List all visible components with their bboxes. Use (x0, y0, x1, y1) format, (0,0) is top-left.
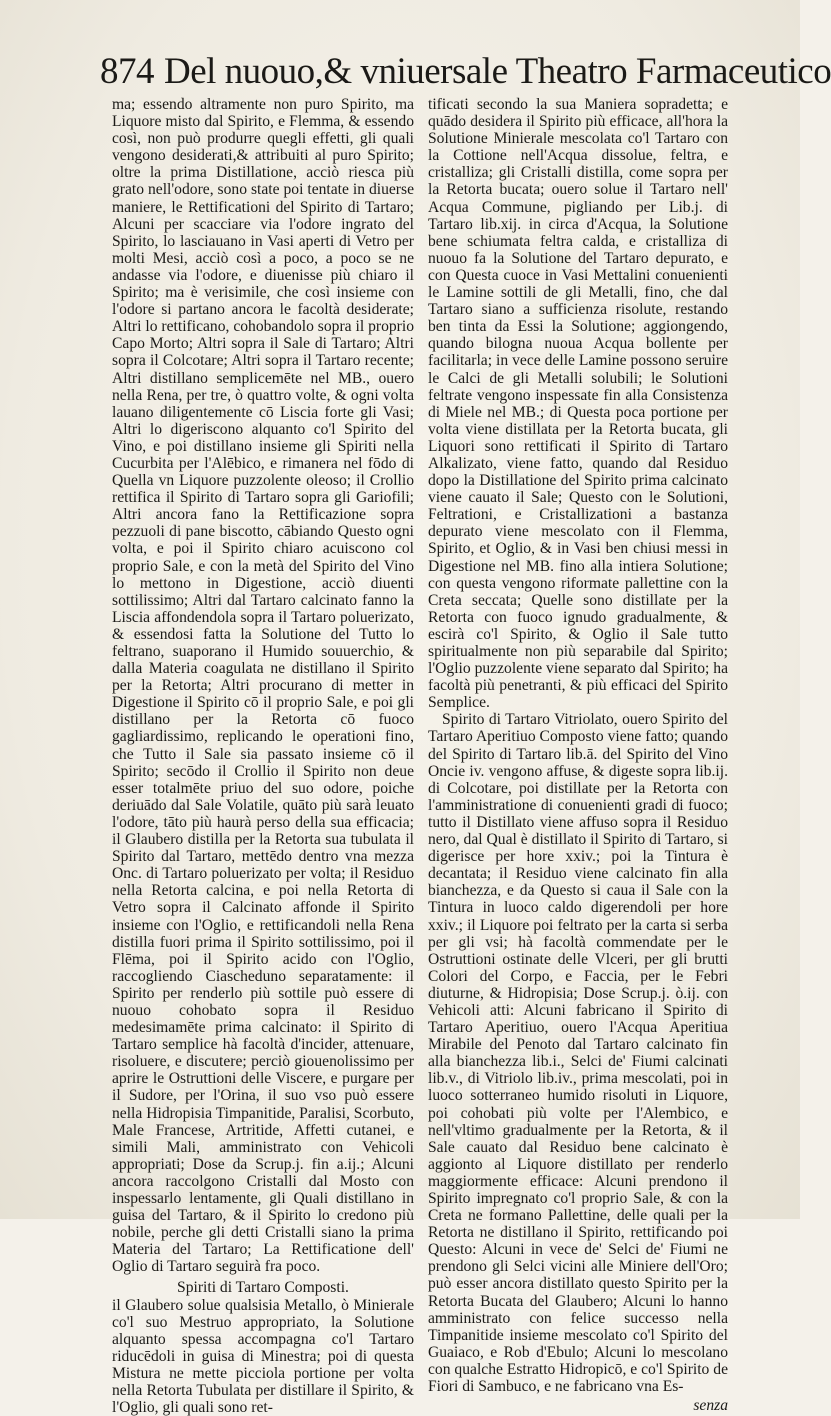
right-paragraph-1: tificati secondo la sua Maniera sopradetta; e quādo desidera il Spirito più efficace, all'hora la Solutione Minierale mescolata co'l Tartaro con la Cottione nell'Acqua dissolue, feltra, e cristalliza; gli Cristalli distilla, come sopra per la Retorta bucata; ouero solue il Tartaro nell' Acqua Commune, pigliando per Lib.j. di Tartaro lib.xij. in circa d'Acqua, la Solutione bene schiumata feltra calda, e cristalliza di nuouo fa la Solutione del Tartaro depurato, e con Questa cuoce in Vasi Mettalini conuenienti le Lamine sottili de gli Metalli, fino, che dal Tartaro siano a sufficienza risolute, restando ben tinta da Essi la Solutione; aggiongendo, quando bilogna nuoua Acqua bollente per facilitarla; in vece delle Lamine possono seruire le Calci de gli Metalli solubili; le Solutioni feltrate vengono inspessate fin alla Consistenza di Miele nel MB.; di Questa poca portione per volta viene distillata per la Retorta bucata, gli Liquori sono rettificati il Spirito di Tartaro Alkalizato, viene fatto, quando dal Residuo dopo la Distillatione del Spirito prima calcinato viene cauato il Sale; Questo con le Solutioni, Feltrationi, e Cristallizationi a bastanza depurato viene mescolato con il Flemma, Spirito, et Oglio, & in Vasi ben chiusi messi in Digestione nel MB. fino alla intiera Solutione; con questa vengono riformate pallettine con la Creta seccata; Quelle sono distillate per la Retorta con fuoco ignudo gradualmente, & escirà co'l Spirito, & Oglio il Sale tutto spiritualmente non più separabile dal Spirito; l'Oglio puzzolente viene separato dal Spirito; ha facoltà più penetranti, & più efficaci del Spirito Semplice. (428, 96, 728, 712)
catchword: senza (693, 1397, 728, 1415)
running-title: Del nuouo,& vniuersale Theatro Farmaceutico (164, 51, 831, 92)
right-column (428, 96, 728, 1415)
left-column (112, 96, 414, 1416)
section-subheading: Spiriti di Tartaro Composti. (177, 1279, 349, 1297)
running-header (100, 48, 831, 96)
left-paragraph-2: il Glaubero solue qualsisia Metallo, ò Minierale co'l suo Mestruo appropriato, la Solutione alquanto spessa accompagna co'l Tartaro riducēdoli in guisa di Minestra; poi di questa Mistura ne mette picciola portione per volta nella Retorta Tubulata per distillare il Spirito, & l'Oglio, gli quali sono ret- (112, 1296, 414, 1416)
page-number: 874 (100, 51, 154, 92)
left-paragraph-1: ma; essendo altramente non puro Spirito, ma Liquore misto dal Spirito, e Flemma, & essendo così, non può produrre quegli effetti, gli quali vengono desiderati,& attribuiti al puro Spirito; oltre la prima Distillatione, acciò riesca più grato nell'odore, sono state poi tentate in diuerse maniere, le Rettificationi del Spirito di Tartaro; Alcuni per scacciare via l'odore ingrato del Spirito, lo lasciauano in Vasi aperti di Vetro per molti Mesi, acciò così a poco, a poco se ne andasse via l'odore, e diuenisse più chiaro il Spirito; ma è verisimile, che così insieme con l'odore si partano ancora le facoltà desiderate; Altri lo rettificano, cohobandolo sopra il proprio Capo Morto; Altri sopra il Sale di Tartaro; Altri sopra il Colcotare; Altri sopra il Tartaro recente; Altri distillano semplicemēte nel MB., ouero nella Rena, per tre, ò quattro volte, & ogni volta lauano diligentemente cō Liscia forte gli Vasi; Altri lo digeriscono alquanto co'l Spirito del Vino, e poi distillano insieme gli Spiriti nella Cucurbita per l'Alēbico, e rimanera nel fōdo di Quella vn Liquore puzzolente oleoso; il Crollio rettifica il Spirito di Tartaro sopra gli Gariofili; Altri ancora fano la Rettificazione sopra pezzuoli di pane biscotto, cābiando Questo ogni volta, e poi il Spirito chiaro acuiscono col proprio Sale, e con la metà del Spirito del Vino lo mettono in Digestione, acciò diuenti sottilissimo; Altri dal Tartaro calcinato fanno la Liscia affondendola sopra il Tartaro poluerizato, & essendosi fatta la Solutione del Tutto lo feltrano, suaporano il Humido souuerchio, & dalla Materia coagulata ne distillano il Spirito per la Retorta; Altri procurano di metter in Digestione il Spirito cō il proprio Sale, e poi gli distillano per la Retorta cō fuoco gagliardissimo, replicando le operationi fino, che Tutto il Sale sia passato insieme cō il Spirito; secōdo il Crollio il Spirito non deue esser totalmēte priuo del suo odore, poiche deriuādo dal Sale Volatile, quāto più sarà leuato l'odore, tāto più haurà perso della sua efficacia; il Glaubero distilla per la Retorta sua tubulata il Spirito dal Tartaro, mettēdo dentro vna mezza Onc. di Tartaro poluerizato per volta; il Residuo nella Retorta calcina, e poi nella Retorta di Vetro sopra il Calcinato affonde il Spirito insieme con l'Oglio, e rettificandoli nella Rena distilla fuori prima il Spirito sottilissimo, poi il Flēma, poi il Spirito acido con l'Oglio, raccogliendo Ciascheduno separatamente: il Spirito per renderlo più sottile può essere di nuouo cohobato sopra il Residuo medesimamēte prima calcinato: il Spirito di Tartaro semplice hà facoltà d'incider, attenuare, risoluere, e discutere; perciò giouenolissimo per aprire le Ostruttioni delle Viscere, e purgare per il Sudore, per l'Orina, il suo vso può essere nella Hidropisia Timpanitide, Paralisi, Scorbuto, Male Francese, Artritide, Affetti cutanei, e simili Mali, amministrato con Vehicoli appropriati; Dose da Scrup.j. fin a.ij.; Alcuni ancora raccolgono Cristalli dal Mosto con inspessarlo lentamente, gli Quali distillano in guisa del Tartaro, & il Spirito lo credono più nobile, perche gli detti Cristalli siano la prima Materia del Tartaro; La Rettificatione dell' Oglio di Tartaro seguirà fra poco. (112, 96, 414, 1276)
right-paragraph-2: Spirito di Tartaro Vitriolato, ouero Spirito del Tartaro Aperitiuo Composto viene fatto; quando del Spirito di Tartaro lib.ā. del Spirito del Vino Oncie iv. vengono affuse, & digeste sopra lib.ij. di Colcotare, poi distillate per la Retorta con l'amministratione di conuenienti gradi di fuoco; tutto il Distillato viene affuso sopra il Residuo nero, dal Qual è distillato il Spirito di Tartaro, si digerisce per hore xxiv.; poi la Tintura è decantata; il Residuo viene calcinato fin alla bianchezza, e da Questo si caua il Sale con la Tintura in luoco caldo digerendoli per hore xxiv.; il Liquore poi feltrato per la carta si serba per gli vsi; hà facoltà commendate per le Ostruttioni ostinate delle Vlceri, per gli brutti Colori del Corpo, e Faccia, per le Febri diuturne, & Hidropisia; Dose Scrup.j. ò.ij. con Vehicoli atti: Alcuni fabricano il Spirito di Tartaro Aperitiuo, ouero l'Acqua Aperitiua Mirabile del Penoto dal Tartaro calcinato fin alla bianchezza lib.i., Selci de' Fiumi calcinati lib.v., di Vitriolo lib.iv., prima mescolati, poi in luoco sotterraneo humido risoluti in Liquore, poi cohobati più volte per l'Alembico, e nell'vltimo gradualmente per la Retorta, & il Sale cauato dal Residuo bene calcinato è aggionto al Liquore distillato per renderlo maggiormente efficace: Alcuni prendono il Spirito impregnato co'l proprio Sale, & con la Creta ne formano Pallettine, delle quali per la Retorta ne distillano il Spirito, rettificando poi Questo: Alcuni in vece de' Selci de' Fiumi ne prendono gli Selci vicini alle Miniere dell'Oro; può esser ancora distillato questo Spirito per la Retorta Bucata del Glaubero; Alcuni lo hanno amministrato con felice successo nella Timpanitide insieme mescolato co'l Spirito del Guaiaco, e Rob d'Ebulo; Alcuni lo mescolano con qualche Estratto Hidropicō, e co'l Spirito de Fiori di Sambuco, e ne fabricano vna Es- (428, 711, 728, 1396)
